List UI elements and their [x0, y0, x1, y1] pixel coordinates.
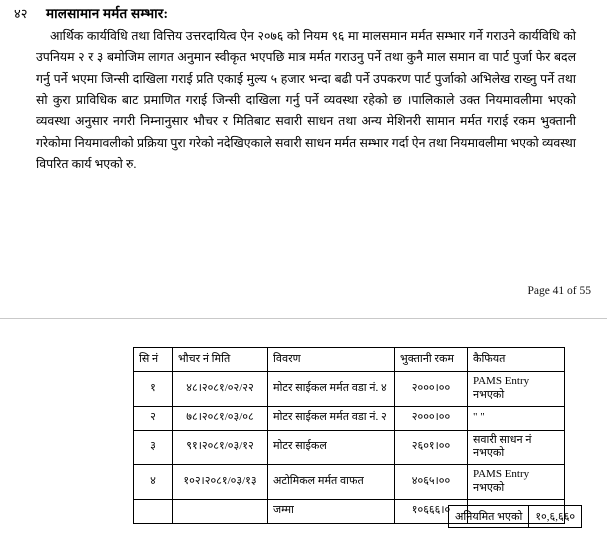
table-row	[134, 465, 565, 500]
page-bottom-section	[0, 328, 607, 550]
total-label: जम्मा	[268, 499, 395, 523]
table-row	[134, 406, 565, 430]
cell-remark: PAMS Entry नभएको	[468, 372, 565, 407]
summary-value: १०,६,६६०	[535, 511, 576, 523]
page-gap	[0, 319, 607, 328]
cell-desc: मोटर साईकल	[268, 430, 395, 465]
total-cell-date	[173, 499, 268, 523]
cell-date: १०२।२०८१/०३/१३	[173, 465, 268, 500]
maintenance-table	[133, 347, 565, 524]
total-cell-amount: १०६६६।०	[395, 499, 468, 523]
cell-amount: ४०६५।००	[395, 465, 468, 500]
body-paragraph: आर्थिक कार्यविधि तथा वित्तिय उत्तरदायित्व ऐन २०७६ को नियम ९६ मा मालसमान मर्मत सम्भार गर्ने गराउने कार्यविधि को उपनियम २ र ३ बमोजिम लागत अनुमान स्वीकृत भएपछि मात्र मर्मत गराउनु पर्ने तथा कुनै माल समान वा पार्ट पुर्जा फेर बदल गर्नु पर्ने भएमा जिन्सी दाखिला गराई प्रति एकाई मुल्य ५ हजार भन्दा बढी पर्ने उपकरण पार्ट पुर्जाको अभिलेख राख्नु पर्ने तथा सो कुरा प्राविधिक बाट प्रमाणित गराई जिन्सी दाखिला गर्नु पर्ने व्यवस्था रहेको छ ।पालिकाले उक्त नियमावलीमा भएको व्यवस्था अनुसार नगरी निम्नानुसार भौचर र मितिबाट सवारी साधन तथा अन्य मेशिनरी सामान मर्मत गराई रकम भुक्तानी गरेकोमा नियमावलीको प्रक्रिया पुरा गरेको नदेखिएकाले सवारी साधन मर्मत सम्भार गर्दा ऐन तथा नियमावलीमा भएको व्यवस्था विपरित कार्य भएको रु.	[36, 29, 576, 171]
table-header-row	[134, 348, 565, 372]
cell-sn: ३	[134, 430, 173, 465]
cell-desc: अटोमिकल मर्मत वाफत	[268, 465, 395, 500]
cell-amount: २६०१।००	[395, 430, 468, 465]
column-header-remark: कैफियत	[468, 348, 565, 372]
cell-amount: २०००।००	[395, 406, 468, 430]
cell-sn: १	[134, 372, 173, 407]
table-row	[134, 372, 565, 407]
cell-remark: सवारी साधन नं नभएको	[468, 430, 565, 465]
cell-sn: २	[134, 406, 173, 430]
section-number: ४२	[14, 6, 28, 21]
section-heading	[14, 4, 593, 22]
cell-desc: मोटर साईकल मर्मत वडा नं. ४	[268, 372, 395, 407]
cell-date: ४८।२०८१/०२/२२	[173, 372, 268, 407]
cell-desc: मोटर साईकल मर्मत वडा नं. २	[268, 406, 395, 430]
summary-label: अनियमित भएको	[449, 506, 529, 527]
column-header-desc: विवरण	[268, 348, 395, 372]
cell-amount: २०००।००	[395, 372, 468, 407]
column-header-sn: सि नं	[134, 348, 173, 372]
cell-date: ९१।२०८१/०३/१२	[173, 430, 268, 465]
column-header-amount: भुक्तानी रकम	[395, 348, 468, 372]
summary-box	[448, 505, 582, 528]
section-title: मालसामान मर्मत सम्भार:	[46, 6, 169, 21]
cell-date: ७८।२०८१/०३/०८	[173, 406, 268, 430]
table-row	[134, 430, 565, 465]
cell-remark: PAMS Entry नभएको	[468, 465, 565, 500]
page-footer: Page 41 of 55	[527, 285, 591, 297]
cell-sn: ४	[134, 465, 173, 500]
total-cell-sn	[134, 499, 173, 523]
column-header-date: भौचर नं मिति	[173, 348, 268, 372]
cell-remark: " "	[468, 406, 565, 430]
